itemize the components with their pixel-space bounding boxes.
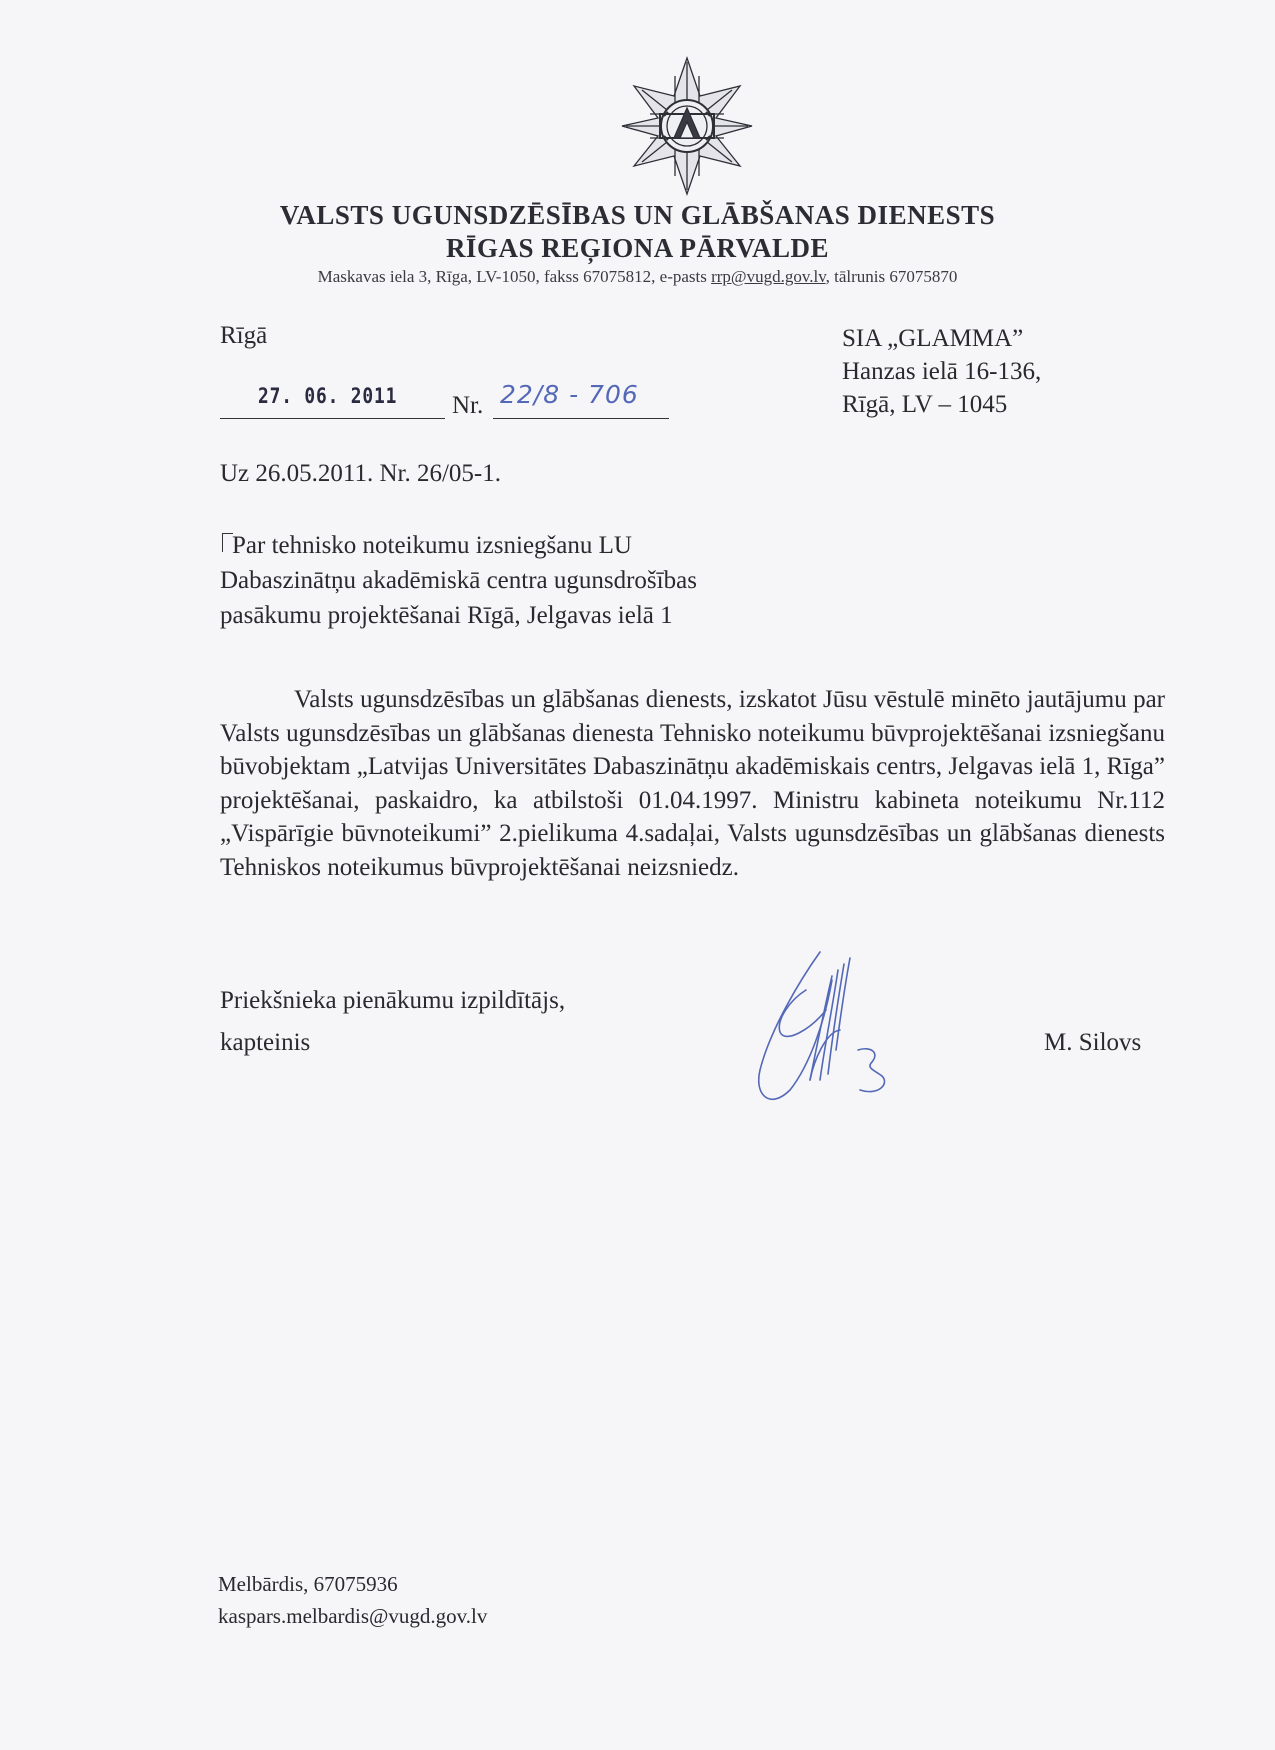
fire-rescue-emblem-icon — [620, 56, 754, 196]
organization-contacts — [0, 267, 1275, 287]
registration-number-handwritten: 22/8 - 706 — [500, 380, 639, 409]
recipient-address — [842, 322, 1041, 421]
reply-reference: Uz 26.05.2011. Nr. 26/05-1. — [220, 460, 501, 487]
contacts-address: Maskavas iela 3, Rīga, LV-1050, fakss 67075812, e-pasts — [317, 267, 712, 286]
contact-email[interactable]: kaspars.melbardis@vugd.gov.lv — [218, 1604, 488, 1628]
contacts-phone: , tālrunis 67075870 — [825, 267, 958, 286]
date-stamp: 27. 06. 2011 — [258, 384, 398, 408]
signer-position: Priekšnieka pienākumu izpildītājs, — [220, 987, 566, 1014]
regional-office-name: RĪGAS REĢIONA PĀRVALDE — [445, 233, 830, 263]
handwritten-signature — [740, 940, 920, 1120]
recipient-city: Rīgā, LV – 1045 — [842, 391, 1008, 418]
letter-place: Rīgā — [220, 322, 268, 349]
contacts-email-link[interactable]: rrp@vugd.gov.lv — [711, 267, 826, 286]
subject-line: pasākumu projektēšanai Rīgā, Jelgavas ielā 1 — [220, 602, 673, 629]
letter-body — [220, 683, 1165, 884]
contact-person — [218, 1568, 487, 1632]
registration-number-label: Nr. — [452, 392, 484, 419]
signer-name: M. Silovs — [1044, 1029, 1142, 1056]
body-paragraph: Valsts ugunsdzēsības un glābšanas dienests, izskatot Jūsu vēstulē minēto jautājumu par Valsts ugunsdzēsības un glābšanas dienesta Tehnisko noteikumu būvprojektēšanai izsniegšanu būvobjektam „Latvijas Universitātes Dabaszinātņu akadēmiskais centrs, Jelgavas ielā 1, Rīga” projektēšanai, paskaidro, ka atbilstoši 01.04.1997. Ministru kabineta noteikumu Nr.112 „Vispārīgie būvnoteikumi” 2.pielikuma 4.sadaļai, Valsts ugunsdzēsības un glābšanas dienests Tehniskos noteikumus būvprojektēšanai neizsniedz. — [220, 686, 1165, 881]
organization-name: VALSTS UGUNSDZĒSĪBAS UN GLĀBŠANAS DIENESTS — [279, 200, 996, 230]
recipient-street: Hanzas ielā 16-136, — [842, 358, 1042, 385]
signer-rank: kapteinis — [220, 1029, 311, 1056]
letter-subject — [220, 528, 697, 633]
subject-line: Dabaszinātņu akadēmiskā centra ugunsdrošības — [220, 567, 697, 594]
recipient-company: SIA „GLAMMA” — [842, 325, 1024, 352]
contact-name-phone: Melbārdis, 67075936 — [218, 1572, 398, 1596]
signer-role — [220, 980, 565, 1064]
subject-line: Par tehnisko noteikumu izsniegšanu LU — [232, 532, 632, 559]
